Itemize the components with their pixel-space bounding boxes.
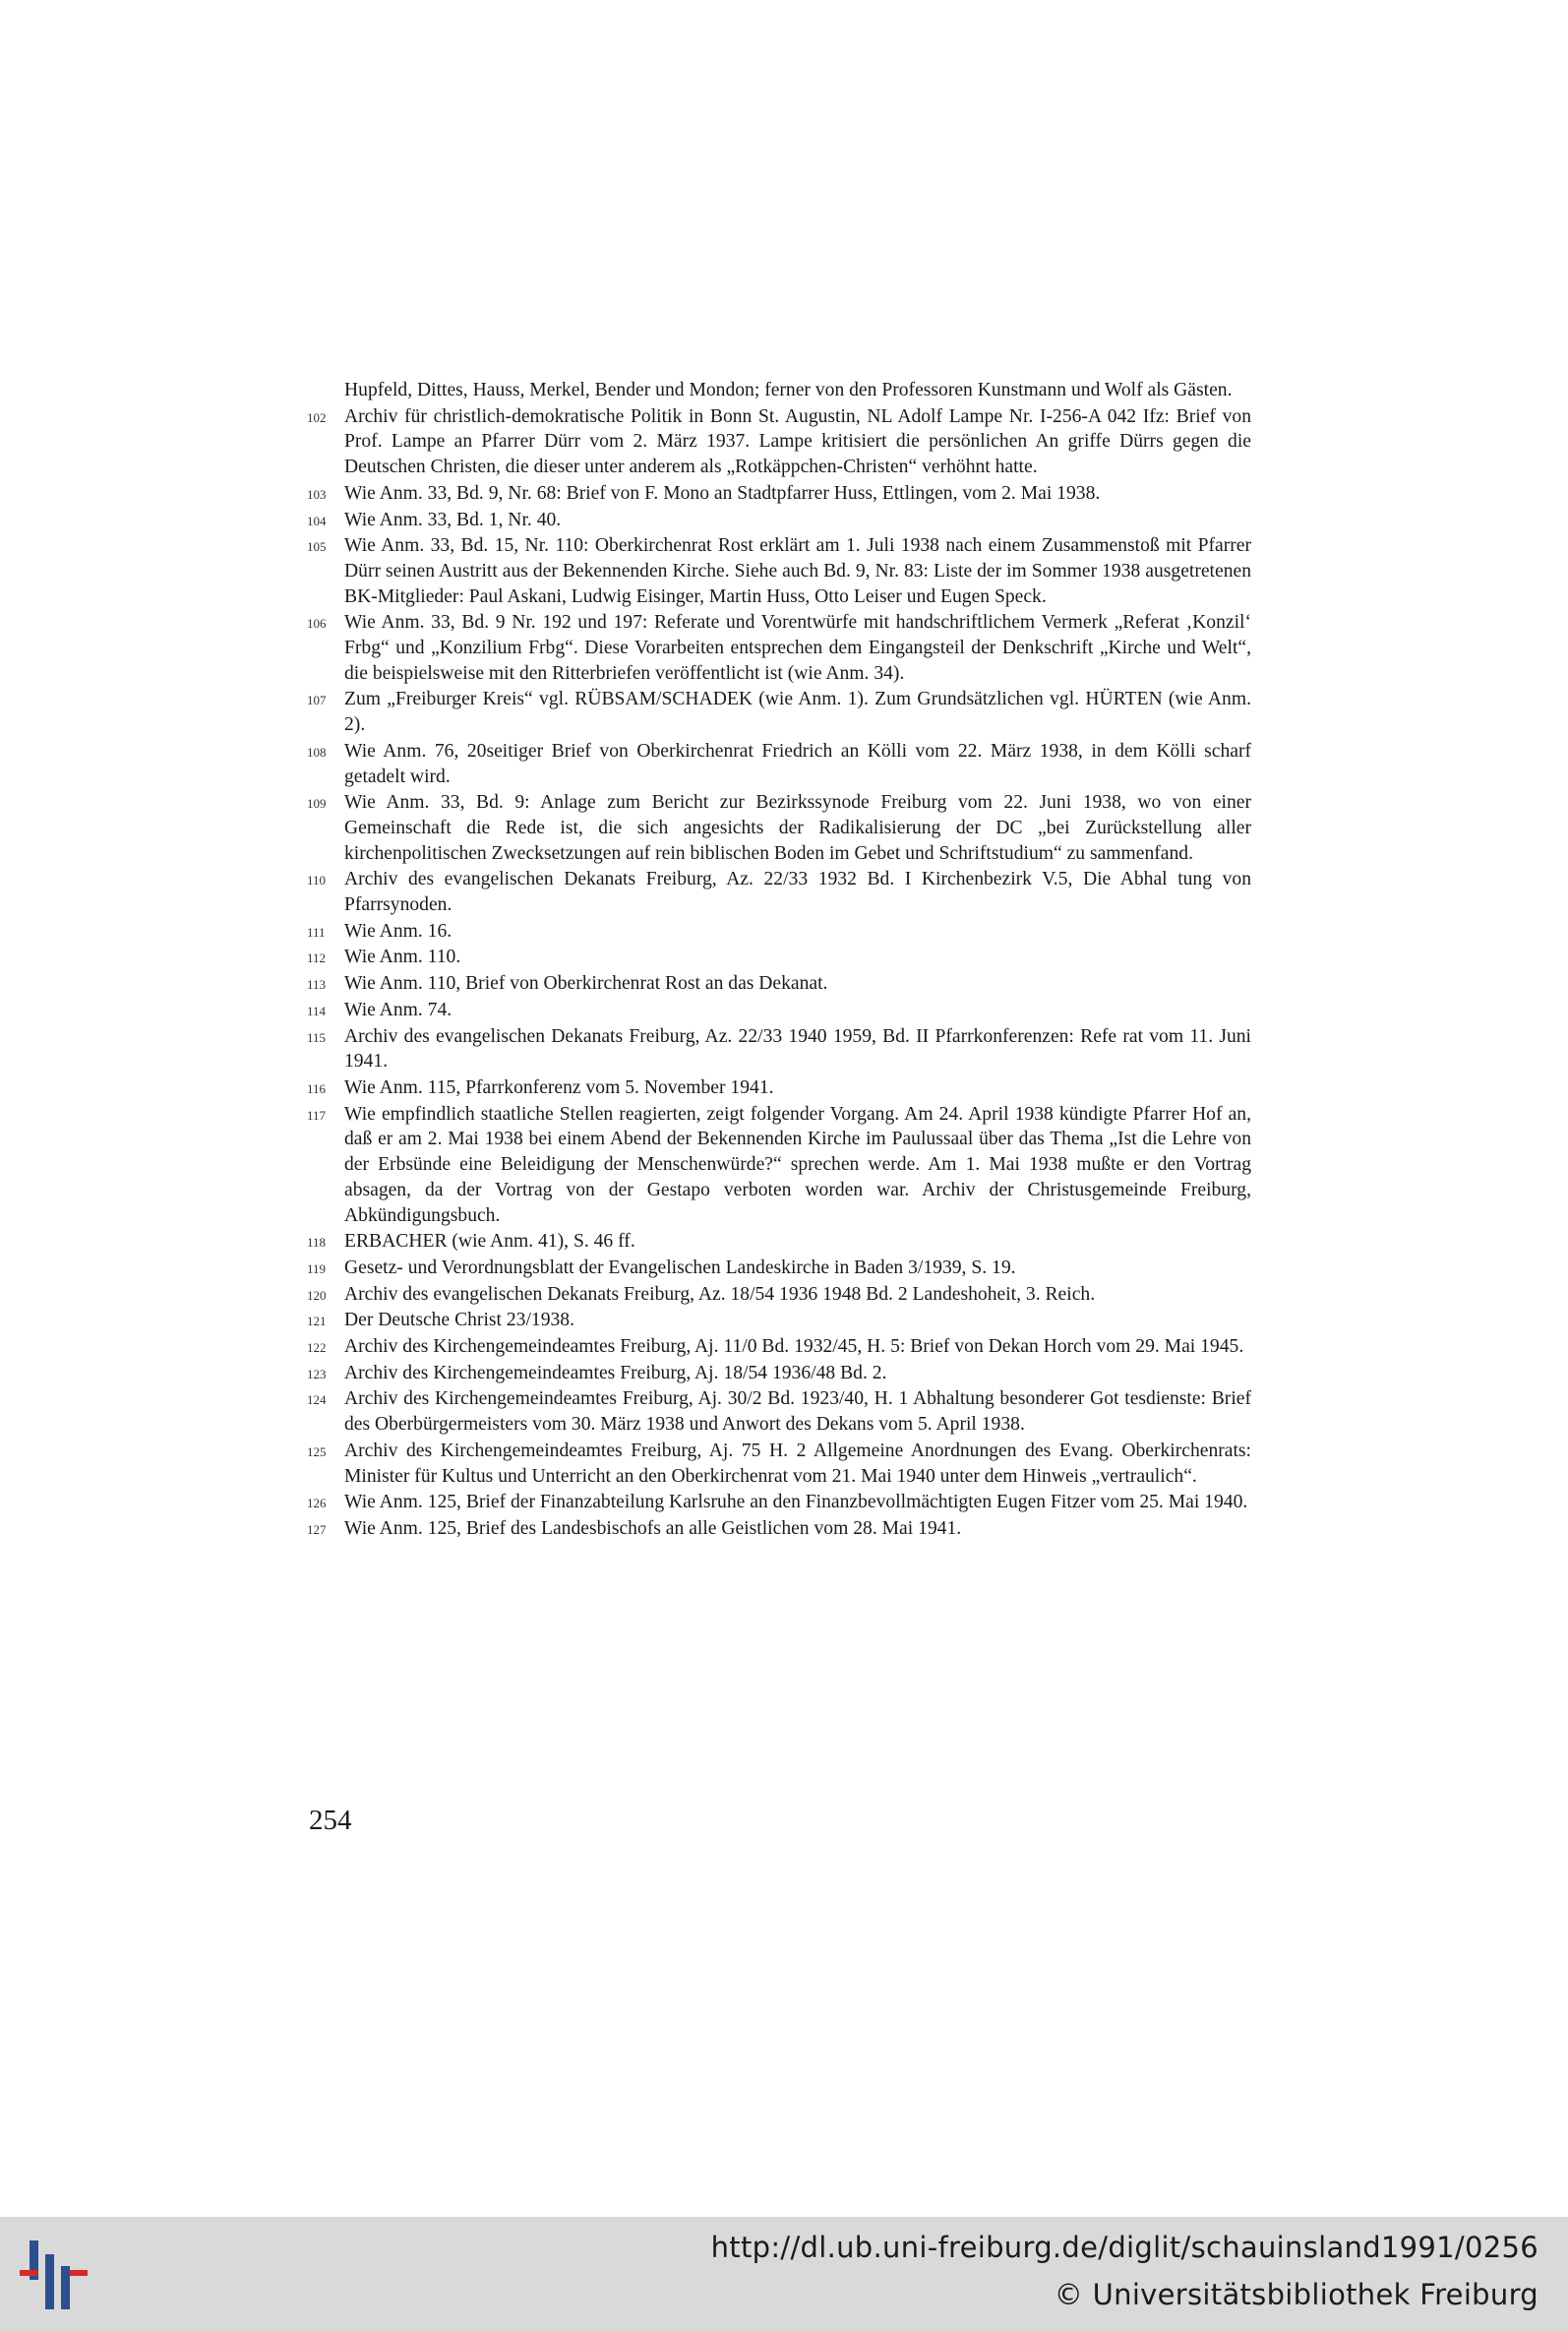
footnote: [307, 533, 1251, 609]
footnote-text: Archiv des Kirchengemeindeamtes Freiburg, Aj. 75 H. 2 Allgemeine Anordnungen des Evang. Oberkirchenrats: Minister für Kultus und Unterricht an den Oberkirchenrat vom 21. Mai 1940 unter dem Hinweis „vertraulich“.: [344, 1440, 1251, 1487]
footnote-text: Wie Anm. 33, Bd. 9, Nr. 68: Brief von F. Mono an Stadtpfarrer Huss, Ettlingen, vom 2. Mai 1938.: [344, 482, 1101, 504]
footnote-number: 108: [307, 744, 327, 760]
footer-bar: [0, 2217, 1568, 2331]
footnote: [307, 1024, 1251, 1074]
footnote-text: Wie Anm. 33, Bd. 1, Nr. 40.: [344, 509, 562, 530]
footnote: [307, 739, 1251, 789]
footnote-list: [307, 404, 1251, 1542]
footnote-text: Zum „Freiburger Kreis“ vgl. RÜBSAM/SCHADEK (wie Anm. 1). Zum Grundsätzlichen vgl. HÜRTEN (wie Anm. 2).: [344, 689, 1251, 736]
footnote: [307, 610, 1251, 686]
footnote-number: 111: [307, 924, 326, 940]
footnote: [307, 481, 1251, 507]
footnote: [307, 1229, 1251, 1255]
footnote-number: 102: [307, 409, 327, 425]
footnote-number: 117: [307, 1107, 327, 1123]
footnote-number: 122: [307, 1340, 327, 1356]
footnotes-block: [307, 378, 1251, 1543]
footnote-text: Wie Anm. 33, Bd. 9: Anlage zum Bericht zur Bezirkssynode Freiburg vom 22. Juni 1938, wo von einer Gemeinschaft die Rede ist, die sich angesichts der Radikalisierung der DC „bei Zurückstellung aller kirchenpolitischen Zwecksetzungen auf rein biblischen Boden im Gebet und Schriftstudium“ zu sammenfand.: [344, 792, 1251, 864]
footnote-text: Wie Anm. 76, 20seitiger Brief von Oberkirchenrat Friedrich an Kölli vom 22. März 1938, in dem Kölli scharf getadelt wird.: [344, 740, 1251, 787]
footnote-text: Wie empfindlich staatliche Stellen reagierten, zeigt folgender Vorgang. Am 24. April 1938 kündigte Pfarrer Hof an, daß er am 2. Mai 1938 bei einem Abend der Bekennenden Kirche im Paulussaal über das Thema „Ist die Lehre von der Erbsünde eine Beleidigung der Menschenwürde?“ sprechen werde. Am 1. Mai 1938 mußte er den Vortrag absagen, da der Vortrag von der Gestapo verboten worden war. Archiv der Christusgemeinde Freiburg, Abkündigungsbuch.: [344, 1103, 1251, 1226]
footnote-number: 107: [307, 693, 327, 708]
footnote-number: 106: [307, 616, 327, 632]
footnote: [307, 1439, 1251, 1489]
footer-copyright: © Universitätsbibliothek Freiburg: [1054, 2278, 1538, 2311]
footnote-number: 124: [307, 1392, 327, 1408]
footnote-text: Archiv des Kirchengemeindeamtes Freiburg, Aj. 30/2 Bd. 1923/40, H. 1 Abhaltung besonderer Got tesdienste: Brief des Oberbürgermeisters vom 30. März 1938 und Anwort des Dekans vom 5. April 1938.: [344, 1388, 1251, 1436]
footnote-text: Wie Anm. 125, Brief der Finanzabteilung Karlsruhe an den Finanzbevollmächtigten Eugen Fitzer vom 25. Mai 1940.: [344, 1492, 1248, 1513]
footnote-text: Der Deutsche Christ 23/1938.: [344, 1310, 574, 1331]
footnote: [307, 867, 1251, 917]
footnote: [307, 404, 1251, 480]
footnote-text: Archiv des evangelischen Dekanats Freiburg, Az. 18/54 1936 1948 Bd. 2 Landeshoheit, 3. Reich.: [344, 1283, 1096, 1305]
footnote: [307, 1256, 1251, 1281]
footnote: [307, 1308, 1251, 1333]
footnote: [307, 790, 1251, 866]
footnote-number: 114: [307, 1003, 327, 1018]
footnote: [307, 687, 1251, 737]
footnote-text: ERBACHER (wie Anm. 41), S. 46 ff.: [344, 1231, 635, 1253]
page-number: 254: [309, 1805, 352, 1836]
footnote-text: Wie Anm. 110, Brief von Oberkirchenrat Rost an das Dekanat.: [344, 973, 828, 995]
footnote: [307, 998, 1251, 1023]
footnote-text: Archiv des evangelischen Dekanats Freiburg, Az. 22/33 1940 1959, Bd. II Pfarrkonferenzen: Refe rat vom 11. Juni 1941.: [344, 1025, 1251, 1073]
footnote-text: Wie Anm. 33, Bd. 15, Nr. 110: Oberkirchenrat Rost erklärt am 1. Juli 1938 nach einem Zusammenstoß mit Pfarrer Dürr seinen Austritt aus der Bekennenden Kirche. Siehe auch Bd. 9, Nr. 83: Liste der im Sommer 1938 ausgetretenen BK-Mitglieder: Paul Askani, Ludwig Eisinger, Martin Huss, Otto Leiser und Eugen Speck.: [344, 535, 1251, 607]
footnote-text: Wie Anm. 74.: [344, 999, 452, 1020]
footnote-text: Archiv für christlich-demokratische Politik in Bonn St. Augustin, NL Adolf Lampe Nr. I-256-A 042 Ifz: Brief von Prof. Lampe an Pfarrer Dürr vom 2. März 1937. Lampe kritisiert die persönlichen An griffe Dürrs gegen die Deutschen Christen, die dieser unter anderem als „Rotkäppchen-Christen“ verhöhnt hatte.: [344, 405, 1251, 478]
footnote-number: 120: [307, 1287, 327, 1303]
footnote-number: 104: [307, 513, 327, 528]
footnote: [307, 1075, 1251, 1101]
footnote-text: Wie Anm. 115, Pfarrkonferenz vom 5. November 1941.: [344, 1076, 774, 1098]
footnote-number: 105: [307, 539, 327, 555]
footnote-text: Wie Anm. 125, Brief des Landesbischofs an alle Geistlichen vom 28. Mai 1941.: [344, 1517, 962, 1539]
footnote-text: Wie Anm. 16.: [344, 920, 452, 942]
footnote-number: 126: [307, 1496, 327, 1511]
footnote: [307, 508, 1251, 533]
footer-url-link[interactable]: http://dl.ub.uni-freiburg.de/diglit/schauinsland1991/0256: [710, 2231, 1538, 2264]
footnote: [307, 1102, 1251, 1229]
footnote-number: 115: [307, 1029, 327, 1045]
footnote-number: 119: [307, 1260, 327, 1276]
footnote-text: Archiv des evangelischen Dekanats Freiburg, Az. 22/33 1932 Bd. I Kirchenbezirk V.5, Die Abhal tung von Pfarrsynoden.: [344, 869, 1251, 916]
footnote-number: 121: [307, 1314, 327, 1329]
footnote: [307, 1490, 1251, 1515]
footnote: [307, 1386, 1251, 1437]
footnote-number: 112: [307, 951, 327, 966]
footnote-text: Gesetz- und Verordnungsblatt der Evangelischen Landeskirche in Baden 3/1939, S. 19.: [344, 1257, 1016, 1278]
footnote-number: 113: [307, 977, 327, 993]
footnote-number: 123: [307, 1366, 327, 1381]
footnote-number: 103: [307, 486, 327, 502]
footnote: [307, 945, 1251, 970]
footnote-text: Wie Anm. 110.: [344, 947, 461, 968]
footnote: [307, 1516, 1251, 1542]
footnote: [307, 919, 1251, 945]
footnote-number: 125: [307, 1443, 327, 1459]
footnote-continuation: Hupfeld, Dittes, Hauss, Merkel, Bender und Mondon; ferner von den Professoren Kunstmann und Wolf als Gästen.: [344, 380, 1233, 400]
footnote-text: Wie Anm. 33, Bd. 9 Nr. 192 und 197: Referate und Vorentwürfe mit handschriftlichem Vermerk „Referat ‚Konzil‘ Frbg“ und „Konzilium Frbg“. Diese Vorarbeiten entsprechen dem Eingangsteil der Denkschrift „Kirche und Welt“, die beispielsweise mit den Ritterbriefen veröffentlicht ist (wie Anm. 34).: [344, 612, 1251, 684]
footnote-number: 109: [307, 796, 327, 812]
footnote: [307, 1334, 1251, 1360]
footnote: [307, 1361, 1251, 1386]
footnote: [307, 1282, 1251, 1308]
library-logo-icon: [20, 2237, 98, 2315]
footnote-number: 116: [307, 1080, 327, 1096]
footnote: [307, 971, 1251, 997]
footnote-number: 118: [307, 1235, 327, 1251]
footnote-text: Archiv des Kirchengemeindeamtes Freiburg, Aj. 11/0 Bd. 1932/45, H. 5: Brief von Dekan Horch vom 29. Mai 1945.: [344, 1336, 1244, 1358]
footnote-number: 110: [307, 873, 327, 889]
footnote-number: 127: [307, 1521, 327, 1537]
footnote-text: Archiv des Kirchengemeindeamtes Freiburg, Aj. 18/54 1936/48 Bd. 2.: [344, 1362, 887, 1383]
